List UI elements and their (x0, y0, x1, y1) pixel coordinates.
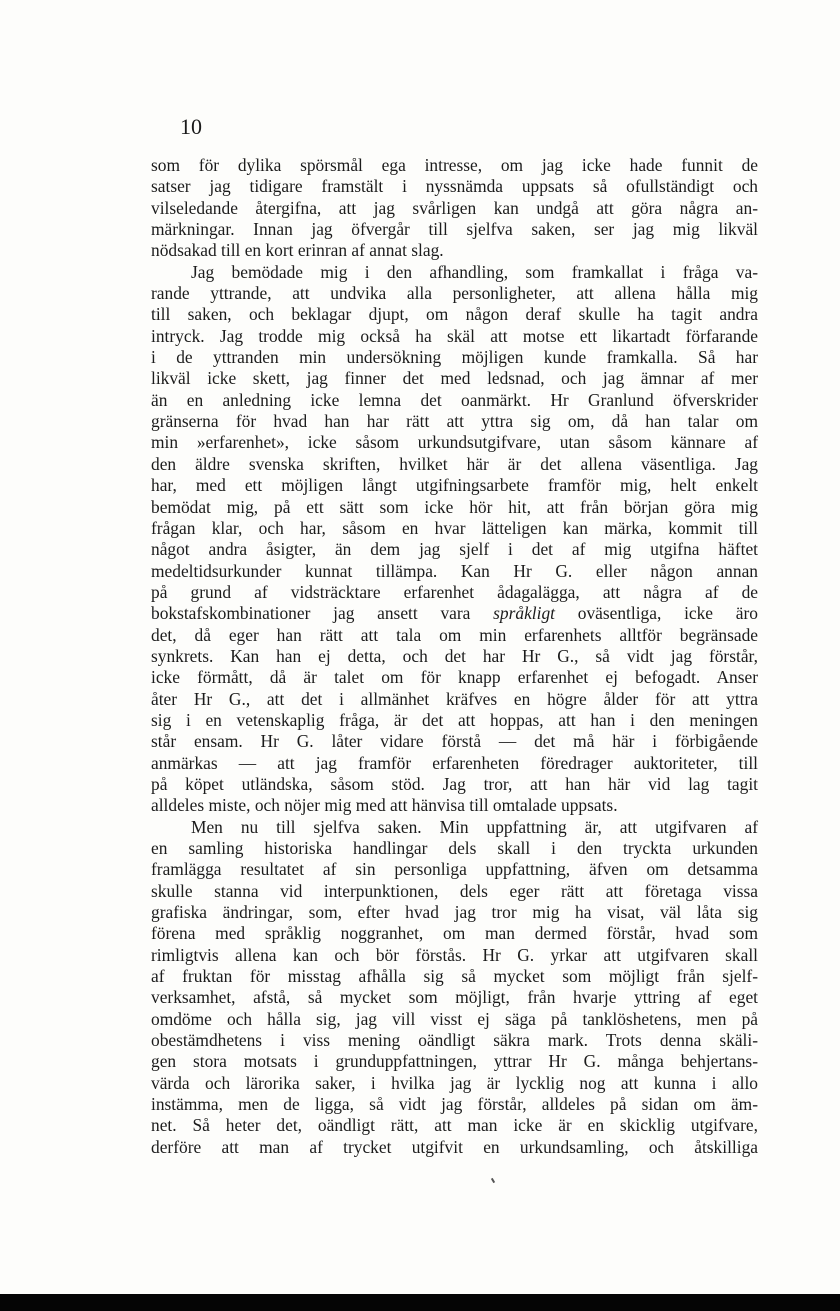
text-line: anmärkas — att jag framför erfarenheten föredrager auktoriteter, till (151, 752, 758, 773)
text-line: sig i en vetenskaplig fråga, är det att hoppas, att han i den meningen (151, 709, 758, 730)
print-speck (491, 1178, 495, 1183)
text-line: står ensam. Hr G. låter vidare förstå — det må här i förbigående (151, 731, 758, 752)
text-line: Men nu till sjelfva saken. Min uppfattning är, att utgifvaren af (191, 816, 758, 837)
text-line: än en anledning icke lemna det oanmärkt. Hr Granlund öfverskrider (151, 389, 758, 410)
text-line: alldeles miste, och nöjer mig med att hänvisa till omtalade uppsats. (151, 795, 618, 816)
text-line: instämma, men de ligga, så vidt jag förstår, alldeles på sidan om äm- (151, 1094, 758, 1115)
text-line: verksamhet, afstå, så mycket som möjligt, från hvarje yttring af eget (151, 987, 758, 1008)
text-line: vilseledande återgifna, att jag svårligen kan undgå att göra några an- (151, 197, 758, 218)
text-line: värda och lärorika saker, i hvilka jag är lycklig nog att kunna i allo (151, 1072, 758, 1093)
text-line: rande yttrande, att undvika alla personligheter, att allena hålla mig (151, 283, 758, 304)
text-line: åter Hr G., att det i allmänhet kräfves en högre ålder för att yttra (151, 688, 758, 709)
text-line: af fruktan för misstag afhålla sig så mycket som möjligt från sjelf- (151, 966, 758, 987)
page-number: 10 (180, 114, 202, 139)
text-line: rimligtvis allena kan och bör förstås. Hr G. yrkar att utgifvaren skall (151, 944, 758, 965)
text-line: gränserna för hvad han har rätt att yttra sig om, då han talar om (151, 411, 758, 432)
text-line: bemödat mig, på ett sätt som icke hör hit, att från början göra mig (151, 496, 758, 517)
text-line: derföre att man af trycket utgifvit en urkundsamling, och åtskilliga (151, 1136, 758, 1157)
text-line: på köpet utländska, såsom stöd. Jag tror, att han här vid lag tagit (151, 773, 758, 794)
text-line: framlägga resultatet af sin personliga uppfattning, äfven om detsamma (151, 859, 758, 880)
text-line: synkrets. Kan han ej detta, och det har Hr G., så vidt jag förstår, (151, 645, 758, 666)
body-text (151, 155, 758, 1158)
text-line: i de yttranden min undersökning möjligen kunde framkalla. Så har (151, 347, 758, 368)
text-line: på grund af vidsträcktare erfarenhet ådagalägga, att några af de (151, 581, 758, 602)
text-line: omdöme och hålla sig, jag vill visst ej säga på tanklöshetens, men på (151, 1008, 758, 1029)
text-line: har, med ett möjligen långt utgifningsarbete framför mig, helt enkelt (151, 475, 758, 496)
text-line: förena med språklig noggranhet, om man dermed förstår, hvad som (151, 923, 758, 944)
text-line: medeltidsurkunder kunnat tillämpa. Kan Hr G. eller någon annan (151, 560, 758, 581)
text-line: den äldre svenska skriften, hvilket här är det allena väsentliga. Jag (151, 453, 758, 474)
text-line: intryck. Jag trodde mig också ha skäl att motse ett likartadt förfarande (151, 325, 758, 346)
text-line: skulle stanna vid interpunktionen, dels eger rätt att företaga vissa (151, 880, 758, 901)
text-line: bokstafskombinationer jag ansett vara språkligt oväsentliga, icke äro (151, 603, 758, 624)
text-line: satser jag tidigare framstält i nyssnämda uppsats så ofullständigt och (151, 176, 758, 197)
text-line: märkningar. Innan jag öfvergår till sjelfva saken, ser jag mig likväl (151, 219, 758, 240)
text-line: icke förmått, då är talet om för knapp erfarenhet ej befogadt. Anser (151, 667, 758, 688)
text-line: frågan klar, och har, såsom en hvar lätteligen kan märka, kommit till (151, 517, 758, 538)
text-line: obestämdhetens i viss mening oändligt säkra mark. Trots denna skäli- (151, 1030, 758, 1051)
text-line: det, då eger han rätt att tala om min erfarenhets alltför begränsade (151, 624, 758, 645)
text-line: Jag bemödade mig i den afhandling, som framkallat i fråga va- (191, 261, 758, 282)
text-line: till saken, och beklagar djupt, om någon deraf skulle ha tagit andra (151, 304, 758, 325)
scan-edge-bar (0, 1294, 840, 1311)
text-line: som för dylika spörsmål ega intresse, om jag icke hade funnit de (151, 155, 758, 175)
text-line: gen stora motsats i grunduppfattningen, yttrar Hr G. många behjertans- (151, 1051, 758, 1072)
text-line: min »erfarenhet», icke såsom urkundsutgifvare, utan såsom kännare af (151, 432, 758, 453)
text-line: grafiska ändringar, som, efter hvad jag tror mig ha visat, väl låta sig (151, 902, 758, 923)
text-line: likväl icke skett, jag finner det med ledsnad, och jag ämnar af mer (151, 368, 758, 389)
text-line: en samling historiska handlingar dels skall i den tryckta urkunden (151, 838, 758, 858)
text-line: nödsakad till en kort erinran af annat slag. (151, 240, 444, 261)
text-line: net. Så heter det, oändligt rätt, att man icke är en skicklig utgifvare, (151, 1115, 758, 1136)
text-line: något andra åsigter, än dem jag sjelf i det af mig utgifna häftet (151, 539, 758, 560)
